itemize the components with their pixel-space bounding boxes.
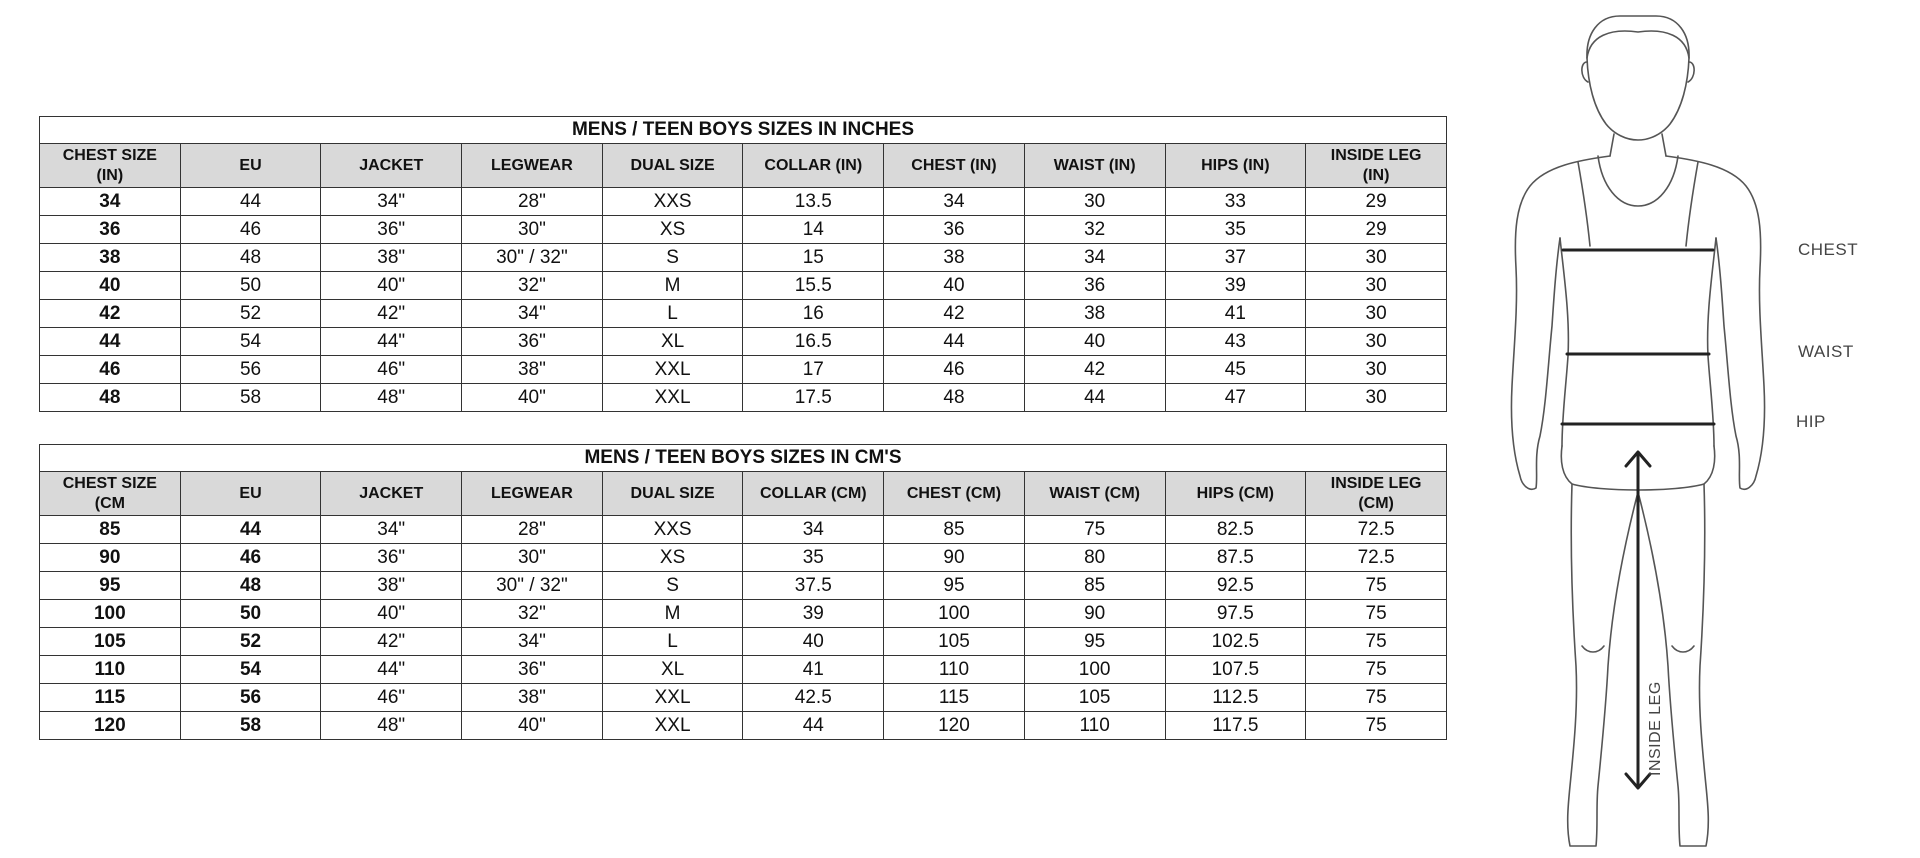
table-row: [40, 572, 1447, 600]
table-cell: 120: [40, 712, 181, 740]
table-cell: 42: [884, 300, 1025, 328]
table-cell: 42: [1024, 356, 1165, 384]
table-cell: 48: [180, 244, 321, 272]
table-cell: 46": [321, 684, 462, 712]
table-cell: XXL: [602, 684, 743, 712]
table-cell: 58: [180, 712, 321, 740]
table-cell: 54: [180, 656, 321, 684]
table-cell: 75: [1306, 628, 1447, 656]
table-cell: 39: [1165, 272, 1306, 300]
column-header-text: HIPS (IN): [1201, 156, 1270, 174]
table-cell: 120: [884, 712, 1025, 740]
table-cell: S: [602, 244, 743, 272]
column-header: [1306, 144, 1447, 188]
table-row: [40, 216, 1447, 244]
table-cell: 30: [1306, 328, 1447, 356]
column-header-text: (CM): [1358, 494, 1394, 512]
table-row: [40, 712, 1447, 740]
table-cell: 82.5: [1165, 516, 1306, 544]
table-cell: 41: [743, 656, 884, 684]
table-cell: 17.5: [743, 384, 884, 412]
chest-label: CHEST: [1798, 240, 1859, 259]
table-cell: 36": [321, 544, 462, 572]
table-cell: 30: [1306, 356, 1447, 384]
inches-table-body: [40, 188, 1447, 412]
table-cell: 44": [321, 656, 462, 684]
cm-table-title: MENS / TEEN BOYS SIZES IN CM'S: [40, 445, 1447, 472]
table-cell: 34": [462, 628, 603, 656]
cm-size-table: [39, 444, 1447, 740]
table-cell: 35: [1165, 216, 1306, 244]
column-header: [743, 472, 884, 516]
table-cell: 52: [180, 300, 321, 328]
column-header-text: JACKET: [359, 484, 424, 502]
table-cell: 107.5: [1165, 656, 1306, 684]
table-cell: XXL: [602, 384, 743, 412]
inches-header-row: [40, 144, 1447, 188]
table-cell: XXL: [602, 356, 743, 384]
table-row: [40, 188, 1447, 216]
table-cell: 34": [321, 516, 462, 544]
column-header-text: CHEST SIZE: [62, 146, 157, 164]
table-cell: 42": [321, 628, 462, 656]
table-cell: 28": [462, 188, 603, 216]
waist-label: WAIST: [1798, 342, 1854, 361]
table-cell: 30" / 32": [462, 572, 603, 600]
table-cell: 48: [884, 384, 1025, 412]
table-cell: 97.5: [1165, 600, 1306, 628]
table-row: [40, 328, 1447, 356]
column-header: [1165, 472, 1306, 516]
table-cell: 45: [1165, 356, 1306, 384]
table-cell: 48: [40, 384, 181, 412]
table-cell: 48": [321, 384, 462, 412]
table-cell: 34": [321, 188, 462, 216]
table-cell: XS: [602, 216, 743, 244]
table-cell: 85: [40, 516, 181, 544]
hip-label: HIP: [1796, 412, 1826, 431]
table-cell: XXS: [602, 516, 743, 544]
table-cell: 115: [40, 684, 181, 712]
table-row: [40, 684, 1447, 712]
table-cell: 30: [1306, 384, 1447, 412]
table-cell: 46: [40, 356, 181, 384]
column-header-text: EU: [239, 484, 262, 502]
table-cell: 75: [1306, 572, 1447, 600]
table-cell: 117.5: [1165, 712, 1306, 740]
table-cell: 50: [180, 600, 321, 628]
column-header-text: CHEST SIZE: [62, 474, 157, 492]
table-cell: 30: [1306, 272, 1447, 300]
column-header-text: COLLAR (IN): [764, 156, 863, 174]
column-header-text: WAIST (IN): [1053, 156, 1136, 174]
table-cell: 41: [1165, 300, 1306, 328]
table-cell: 40": [321, 272, 462, 300]
table-cell: XS: [602, 544, 743, 572]
table-cell: 37.5: [743, 572, 884, 600]
column-header: [1306, 472, 1447, 516]
table-cell: 30: [1306, 244, 1447, 272]
table-cell: 72.5: [1306, 544, 1447, 572]
table-cell: 92.5: [1165, 572, 1306, 600]
column-header-text: COLLAR (CM): [759, 484, 867, 502]
table-cell: 46: [180, 216, 321, 244]
table-cell: 15: [743, 244, 884, 272]
table-cell: 43: [1165, 328, 1306, 356]
table-cell: 80: [1024, 544, 1165, 572]
column-header-text: LEGWEAR: [491, 484, 573, 502]
table-cell: 36": [462, 656, 603, 684]
table-cell: 75: [1306, 656, 1447, 684]
table-cell: 30: [1306, 300, 1447, 328]
table-cell: 95: [884, 572, 1025, 600]
cm-header-row: [40, 472, 1447, 516]
table-cell: 17: [743, 356, 884, 384]
table-cell: 34: [40, 188, 181, 216]
table-cell: 56: [180, 684, 321, 712]
table-cell: 115: [884, 684, 1025, 712]
table-cell: 72.5: [1306, 516, 1447, 544]
column-header: [321, 472, 462, 516]
table-cell: 40: [1024, 328, 1165, 356]
table-cell: 36": [321, 216, 462, 244]
table-cell: 75: [1306, 712, 1447, 740]
table-row: [40, 544, 1447, 572]
inches-table-title: MENS / TEEN BOYS SIZES IN INCHES: [40, 117, 1447, 144]
table-cell: 40": [462, 712, 603, 740]
table-cell: 29: [1306, 216, 1447, 244]
table-cell: 16: [743, 300, 884, 328]
table-cell: 50: [180, 272, 321, 300]
table-cell: 90: [1024, 600, 1165, 628]
table-cell: 32: [1024, 216, 1165, 244]
table-cell: 100: [40, 600, 181, 628]
column-header-text: (IN): [96, 166, 124, 184]
table-cell: L: [602, 300, 743, 328]
table-cell: 34: [1024, 244, 1165, 272]
table-cell: 46: [884, 356, 1025, 384]
table-cell: 30" / 32": [462, 244, 603, 272]
table-row: [40, 384, 1447, 412]
table-cell: S: [602, 572, 743, 600]
table-cell: 44": [321, 328, 462, 356]
column-header-text: CHEST (IN): [911, 156, 997, 174]
table-cell: 38: [40, 244, 181, 272]
column-header: [884, 472, 1025, 516]
table-cell: 44: [40, 328, 181, 356]
column-header: [1165, 144, 1306, 188]
table-cell: 16.5: [743, 328, 884, 356]
table-cell: 47: [1165, 384, 1306, 412]
table-cell: 40: [743, 628, 884, 656]
table-cell: 14: [743, 216, 884, 244]
column-header: [40, 472, 181, 516]
table-cell: 38: [1024, 300, 1165, 328]
column-header: [180, 144, 321, 188]
column-header: [602, 472, 743, 516]
column-header: [462, 472, 603, 516]
table-cell: 34": [462, 300, 603, 328]
column-header: [602, 144, 743, 188]
table-cell: 38": [321, 244, 462, 272]
table-cell: XL: [602, 656, 743, 684]
inside-leg-label: INSIDE LEG: [1647, 681, 1664, 776]
table-cell: 42": [321, 300, 462, 328]
table-cell: 38: [884, 244, 1025, 272]
table-cell: 110: [40, 656, 181, 684]
table-cell: 36: [40, 216, 181, 244]
table-cell: 95: [1024, 628, 1165, 656]
table-cell: 13.5: [743, 188, 884, 216]
table-cell: 56: [180, 356, 321, 384]
table-cell: 40": [462, 384, 603, 412]
table-cell: 75: [1024, 516, 1165, 544]
table-cell: 110: [1024, 712, 1165, 740]
table-cell: 33: [1165, 188, 1306, 216]
table-row: [40, 516, 1447, 544]
table-cell: 29: [1306, 188, 1447, 216]
table-cell: 100: [1024, 656, 1165, 684]
table-cell: M: [602, 600, 743, 628]
table-cell: 87.5: [1165, 544, 1306, 572]
table-cell: 35: [743, 544, 884, 572]
cm-table-body: [40, 516, 1447, 740]
column-header: [321, 144, 462, 188]
table-cell: 90: [40, 544, 181, 572]
table-cell: 36: [1024, 272, 1165, 300]
table-cell: 44: [180, 516, 321, 544]
table-cell: XXL: [602, 712, 743, 740]
inches-size-table: [39, 116, 1447, 412]
table-cell: 40: [884, 272, 1025, 300]
table-cell: 105: [1024, 684, 1165, 712]
table-cell: 112.5: [1165, 684, 1306, 712]
table-cell: L: [602, 628, 743, 656]
table-cell: 58: [180, 384, 321, 412]
table-cell: 102.5: [1165, 628, 1306, 656]
table-cell: 30": [462, 544, 603, 572]
table-cell: XXS: [602, 188, 743, 216]
table-cell: 90: [884, 544, 1025, 572]
column-header: [462, 144, 603, 188]
table-cell: 34: [884, 188, 1025, 216]
column-header: [40, 144, 181, 188]
table-cell: 40: [40, 272, 181, 300]
column-header-text: INSIDE LEG: [1330, 146, 1422, 164]
table-row: [40, 628, 1447, 656]
table-cell: 44: [180, 188, 321, 216]
table-cell: 42: [40, 300, 181, 328]
column-header-text: INSIDE LEG: [1330, 474, 1422, 492]
table-cell: 34: [743, 516, 884, 544]
body-measurement-figure: [1490, 6, 1910, 856]
column-header: [884, 144, 1025, 188]
table-cell: 28": [462, 516, 603, 544]
column-header: [180, 472, 321, 516]
table-row: [40, 600, 1447, 628]
table-cell: 30": [462, 216, 603, 244]
table-cell: 46: [180, 544, 321, 572]
table-cell: 85: [884, 516, 1025, 544]
table-cell: 42.5: [743, 684, 884, 712]
table-cell: 38": [462, 356, 603, 384]
table-cell: 38": [462, 684, 603, 712]
table-cell: 30: [1024, 188, 1165, 216]
table-cell: 38": [321, 572, 462, 600]
table-cell: 54: [180, 328, 321, 356]
table-cell: 36: [884, 216, 1025, 244]
column-header-text: (IN): [1362, 166, 1390, 184]
table-row: [40, 272, 1447, 300]
table-cell: 75: [1306, 600, 1447, 628]
table-cell: 48": [321, 712, 462, 740]
column-header-text: DUAL SIZE: [630, 156, 715, 174]
column-header-text: JACKET: [359, 156, 424, 174]
measurement-lines: [1562, 250, 1714, 424]
table-cell: 37: [1165, 244, 1306, 272]
table-cell: 39: [743, 600, 884, 628]
table-cell: 95: [40, 572, 181, 600]
table-cell: 32": [462, 272, 603, 300]
table-row: [40, 244, 1447, 272]
table-cell: 75: [1306, 684, 1447, 712]
table-cell: 15.5: [743, 272, 884, 300]
table-cell: 44: [884, 328, 1025, 356]
table-cell: 105: [884, 628, 1025, 656]
column-header-text: (CM: [94, 494, 125, 512]
table-cell: 48: [180, 572, 321, 600]
table-cell: XL: [602, 328, 743, 356]
table-cell: 52: [180, 628, 321, 656]
column-header-text: DUAL SIZE: [630, 484, 715, 502]
table-cell: 110: [884, 656, 1025, 684]
table-row: [40, 656, 1447, 684]
table-cell: 85: [1024, 572, 1165, 600]
table-cell: 46": [321, 356, 462, 384]
table-cell: 36": [462, 328, 603, 356]
column-header: [1024, 144, 1165, 188]
table-cell: 44: [1024, 384, 1165, 412]
table-row: [40, 300, 1447, 328]
column-header-text: EU: [239, 156, 262, 174]
column-header-text: LEGWEAR: [491, 156, 573, 174]
column-header-text: HIPS (CM): [1196, 484, 1274, 502]
table-row: [40, 356, 1447, 384]
column-header: [743, 144, 884, 188]
table-cell: 100: [884, 600, 1025, 628]
column-header-text: CHEST (CM): [906, 484, 1002, 502]
column-header: [1024, 472, 1165, 516]
table-cell: 105: [40, 628, 181, 656]
column-header-text: WAIST (CM): [1049, 484, 1140, 502]
table-cell: 32": [462, 600, 603, 628]
table-cell: 40": [321, 600, 462, 628]
table-cell: M: [602, 272, 743, 300]
table-cell: 44: [743, 712, 884, 740]
